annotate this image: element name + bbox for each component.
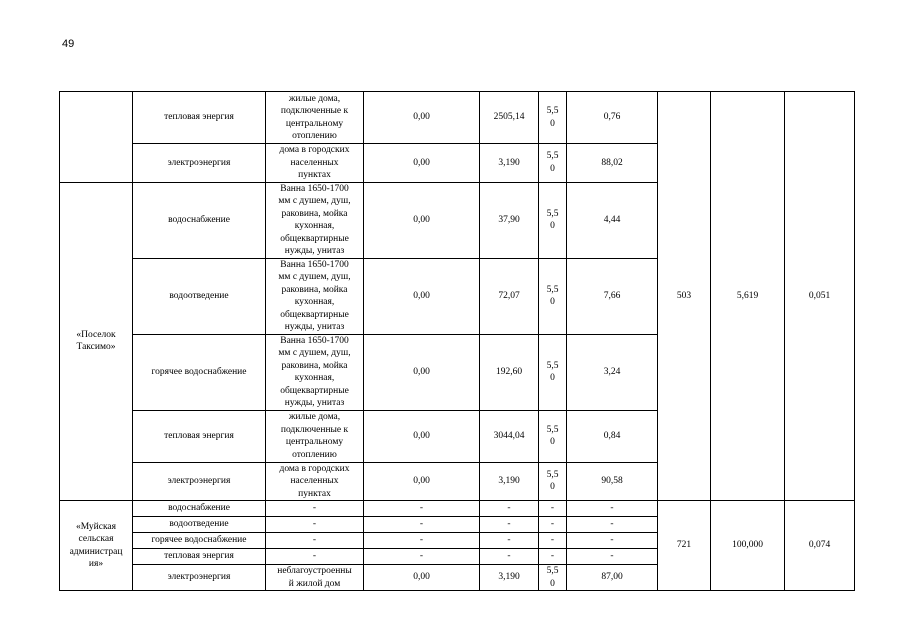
- coefficient-cell: -: [539, 533, 567, 549]
- service-cell: электроэнергия: [133, 462, 266, 501]
- value-2-cell: 72,07: [480, 258, 539, 334]
- consumer-cell: Ванна 1650-1700 мм с душем, душ, раковина, мойка кухонная, общеквартирные нужды, унитаз: [266, 182, 364, 258]
- value-3-cell: 0,76: [567, 92, 658, 144]
- value-2-cell: 3,190: [480, 565, 539, 591]
- consumer-cell: жилые дома, подключенные к центральному отоплению: [266, 92, 364, 144]
- service-cell: тепловая энергия: [133, 549, 266, 565]
- population-cell: 721: [658, 501, 711, 591]
- value-2-cell: 3,190: [480, 462, 539, 501]
- summary-value-b-cell: 0,074: [785, 501, 855, 591]
- coefficient-cell: -: [539, 549, 567, 565]
- service-cell: тепловая энергия: [133, 92, 266, 144]
- consumer-cell: дома в городских населенных пунктах: [266, 144, 364, 183]
- value-3-cell: -: [567, 501, 658, 517]
- value-1-cell: 0,00: [364, 144, 480, 183]
- table-body: [60, 92, 855, 591]
- table-row: [60, 92, 855, 144]
- value-1-cell: -: [364, 501, 480, 517]
- population-cell: 503: [658, 92, 711, 501]
- value-1-cell: 0,00: [364, 334, 480, 410]
- coefficient-cell: 5,5 0: [539, 258, 567, 334]
- value-2-cell: -: [480, 533, 539, 549]
- value-2-cell: -: [480, 549, 539, 565]
- service-cell: электроэнергия: [133, 144, 266, 183]
- value-2-cell: 3044,04: [480, 410, 539, 462]
- value-1-cell: -: [364, 549, 480, 565]
- summary-value-b-cell: 0,051: [785, 92, 855, 501]
- value-3-cell: -: [567, 549, 658, 565]
- service-cell: электроэнергия: [133, 565, 266, 591]
- value-3-cell: 88,02: [567, 144, 658, 183]
- value-2-cell: 192,60: [480, 334, 539, 410]
- service-cell: горячее водоснабжение: [133, 533, 266, 549]
- tariff-table: [59, 91, 855, 591]
- value-3-cell: -: [567, 517, 658, 533]
- coefficient-cell: -: [539, 501, 567, 517]
- value-1-cell: 0,00: [364, 182, 480, 258]
- location-cell: «Поселок Таксимо»: [60, 182, 133, 501]
- coefficient-cell: 5,5 0: [539, 182, 567, 258]
- value-1-cell: 0,00: [364, 92, 480, 144]
- consumer-cell: -: [266, 549, 364, 565]
- consumer-cell: Ванна 1650-1700 мм с душем, душ, раковина, мойка кухонная, общеквартирные нужды, унитаз: [266, 334, 364, 410]
- consumer-cell: -: [266, 533, 364, 549]
- value-1-cell: 0,00: [364, 565, 480, 591]
- value-1-cell: -: [364, 533, 480, 549]
- service-cell: водоотведение: [133, 517, 266, 533]
- service-cell: горячее водоснабжение: [133, 334, 266, 410]
- coefficient-cell: 5,5 0: [539, 565, 567, 591]
- consumer-cell: дома в городских населенных пунктах: [266, 462, 364, 501]
- value-3-cell: 4,44: [567, 182, 658, 258]
- value-1-cell: 0,00: [364, 410, 480, 462]
- value-2-cell: 37,90: [480, 182, 539, 258]
- service-cell: водоотведение: [133, 258, 266, 334]
- service-cell: водоснабжение: [133, 501, 266, 517]
- consumer-cell: -: [266, 501, 364, 517]
- table-row: [60, 501, 855, 517]
- service-cell: тепловая энергия: [133, 410, 266, 462]
- coefficient-cell: 5,5 0: [539, 462, 567, 501]
- value-3-cell: -: [567, 533, 658, 549]
- coefficient-cell: -: [539, 517, 567, 533]
- value-3-cell: 0,84: [567, 410, 658, 462]
- summary-value-a-cell: 100,000: [711, 501, 785, 591]
- value-2-cell: 3,190: [480, 144, 539, 183]
- location-cell: [60, 92, 133, 183]
- coefficient-cell: 5,5 0: [539, 92, 567, 144]
- value-3-cell: 3,24: [567, 334, 658, 410]
- page-number: 49: [62, 38, 75, 50]
- value-3-cell: 87,00: [567, 565, 658, 591]
- value-2-cell: -: [480, 501, 539, 517]
- summary-value-a-cell: 5,619: [711, 92, 785, 501]
- value-1-cell: -: [364, 517, 480, 533]
- consumer-cell: Ванна 1650-1700 мм с душем, душ, раковина, мойка кухонная, общеквартирные нужды, унитаз: [266, 258, 364, 334]
- coefficient-cell: 5,5 0: [539, 144, 567, 183]
- value-3-cell: 7,66: [567, 258, 658, 334]
- consumer-cell: -: [266, 517, 364, 533]
- coefficient-cell: 5,5 0: [539, 334, 567, 410]
- value-1-cell: 0,00: [364, 258, 480, 334]
- coefficient-cell: 5,5 0: [539, 410, 567, 462]
- location-cell: «Муйская сельская администрац ия»: [60, 501, 133, 591]
- value-3-cell: 90,58: [567, 462, 658, 501]
- consumer-cell: неблагоустроенны й жилой дом: [266, 565, 364, 591]
- value-2-cell: 2505,14: [480, 92, 539, 144]
- consumer-cell: жилые дома, подключенные к центральному отоплению: [266, 410, 364, 462]
- value-1-cell: 0,00: [364, 462, 480, 501]
- service-cell: водоснабжение: [133, 182, 266, 258]
- value-2-cell: -: [480, 517, 539, 533]
